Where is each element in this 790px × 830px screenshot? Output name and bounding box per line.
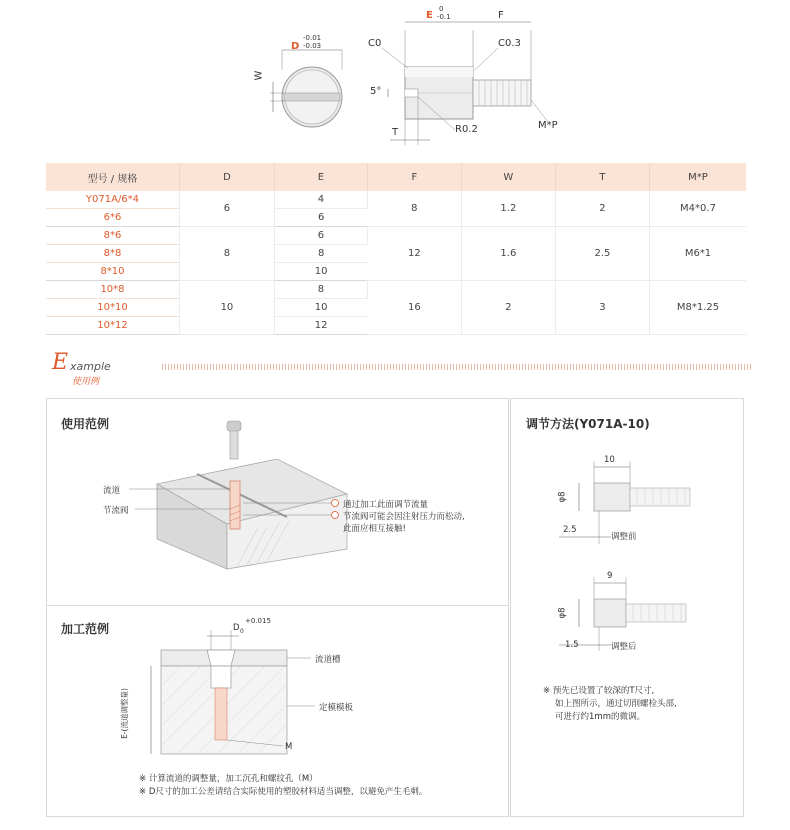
cell-model: 10*10: [46, 299, 179, 317]
label-fixed-plate: 定模模板: [319, 703, 354, 713]
spec-table: [46, 163, 746, 335]
after-caption: 调整后: [611, 642, 637, 652]
cell-e: 10: [274, 299, 367, 317]
usage-panel: [46, 398, 509, 608]
chamfer-c03-label: C0.3: [498, 38, 521, 49]
cell-w: 1.6: [461, 227, 555, 281]
cell-e: 8: [274, 281, 367, 299]
after-left-dim: 1.5: [565, 640, 579, 650]
machining-note-2: ※ D尺寸的加工公差请结合实际使用的塑胶材料适当调整，以避免产生毛刺。: [139, 787, 428, 797]
dim-d0-sub: 0: [240, 628, 244, 635]
dim-d-tol-bot: -0.03: [303, 42, 322, 50]
dim-e-label: E: [426, 10, 433, 21]
dim-w-label: W: [253, 70, 265, 81]
cell-model: 8*10: [46, 263, 179, 281]
cell-mp: M6*1: [649, 227, 746, 281]
cell-e: 12: [274, 317, 367, 335]
adjust-note-2: 如上图所示，通过切削螺栓头部,: [555, 699, 677, 709]
cell-e: 6: [274, 209, 367, 227]
cell-d: 8: [179, 227, 274, 281]
col-header-f: F: [367, 163, 461, 191]
cell-mp: M8*1.25: [649, 281, 746, 335]
note-contact-surface: 此面应相互接触!: [343, 524, 406, 534]
note-loosen-warning: 节流阀可能会因注射压力而松动,: [343, 512, 465, 522]
thread-mp-label: M*P: [538, 120, 558, 131]
adjust-illustration: [511, 399, 743, 816]
note-adjust-flow: 通过加工此面调节流量: [343, 500, 429, 510]
cell-d: 6: [179, 191, 274, 227]
col-header-t: T: [555, 163, 649, 191]
example-divider: [162, 364, 752, 370]
dim-d0-label: D: [233, 623, 240, 633]
cell-w: 1.2: [461, 191, 555, 227]
col-header-e: E: [274, 163, 367, 191]
cell-model: 6*6: [46, 209, 179, 227]
cell-t: 2: [555, 191, 649, 227]
dim-d-tol-top: -0.01: [303, 34, 322, 42]
adjust-note-3: 可进行约1mm的微调。: [555, 712, 645, 722]
machining-panel-title: 加工范例: [61, 622, 110, 636]
cell-t: 2.5: [555, 227, 649, 281]
label-throttle-valve: 节流阀: [103, 506, 129, 516]
usage-illustration: [47, 399, 508, 607]
chamfer-c0-label: C0: [368, 38, 382, 49]
example-header: [52, 350, 752, 386]
radius-r02-label: R0.2: [455, 124, 478, 135]
dim-f-label: F: [498, 10, 504, 21]
cell-f: 12: [367, 227, 461, 281]
label-e-adjust: E-(流道调整量): [119, 688, 129, 739]
machining-note-1: ※ 计算流道的调整量，加工沉孔和螺纹孔（M）: [139, 774, 318, 784]
cell-w: 2: [461, 281, 555, 335]
dim-t-label: T: [392, 127, 399, 138]
adjust-note-1: ※ 预先已设置了较深的T尺寸,: [543, 686, 655, 696]
table-row: [46, 281, 746, 299]
col-header-d: D: [179, 163, 274, 191]
cell-t: 3: [555, 281, 649, 335]
cell-e: 8: [274, 245, 367, 263]
cell-model: 10*12: [46, 317, 179, 335]
product-drawing: [0, 0, 790, 160]
spec-table-header: [46, 163, 746, 191]
label-flow-channel: 流道: [103, 486, 121, 496]
cell-model: 10*8: [46, 281, 179, 299]
example-e: E: [52, 350, 69, 375]
angle-5-label: 5°: [370, 86, 382, 97]
label-m-thread: M: [285, 742, 293, 752]
dim-e-tol-bot: -0.1: [437, 13, 451, 21]
col-header-mp: M*P: [649, 163, 746, 191]
usage-panel-title: 使用范例: [61, 417, 110, 431]
col-header-model: 型号 / 规格: [46, 163, 179, 191]
before-diameter: φ8: [557, 491, 568, 503]
machining-panel: [46, 605, 509, 817]
cell-mp: M4*0.7: [649, 191, 746, 227]
cell-e: 6: [274, 227, 367, 245]
after-diameter: φ8: [557, 607, 568, 619]
cell-model: 8*6: [46, 227, 179, 245]
cell-f: 8: [367, 191, 461, 227]
cell-e: 4: [274, 191, 367, 209]
cell-model: 8*8: [46, 245, 179, 263]
table-row: [46, 227, 746, 245]
cell-d: 10: [179, 281, 274, 335]
dim-d0-tol: +0.015: [245, 617, 271, 625]
dim-d-label: D: [291, 41, 300, 52]
example-sub: 使用例: [72, 377, 100, 387]
adjust-panel: [510, 398, 744, 817]
table-row: [46, 191, 746, 209]
cell-e: 10: [274, 263, 367, 281]
before-caption: 调整前: [611, 532, 637, 542]
cell-model: Y071A/6*4: [46, 191, 179, 209]
before-left-dim: 2.5: [563, 525, 577, 535]
after-top-dim: 9: [607, 571, 613, 581]
label-runner-groove: 流道槽: [315, 655, 341, 665]
adjust-panel-title: 调节方法(Y071A-10): [526, 417, 650, 431]
before-top-dim: 10: [604, 455, 615, 465]
col-header-w: W: [461, 163, 555, 191]
example-xample: xample: [70, 360, 111, 373]
cell-f: 16: [367, 281, 461, 335]
dim-e-tol-top: 0: [439, 5, 444, 13]
